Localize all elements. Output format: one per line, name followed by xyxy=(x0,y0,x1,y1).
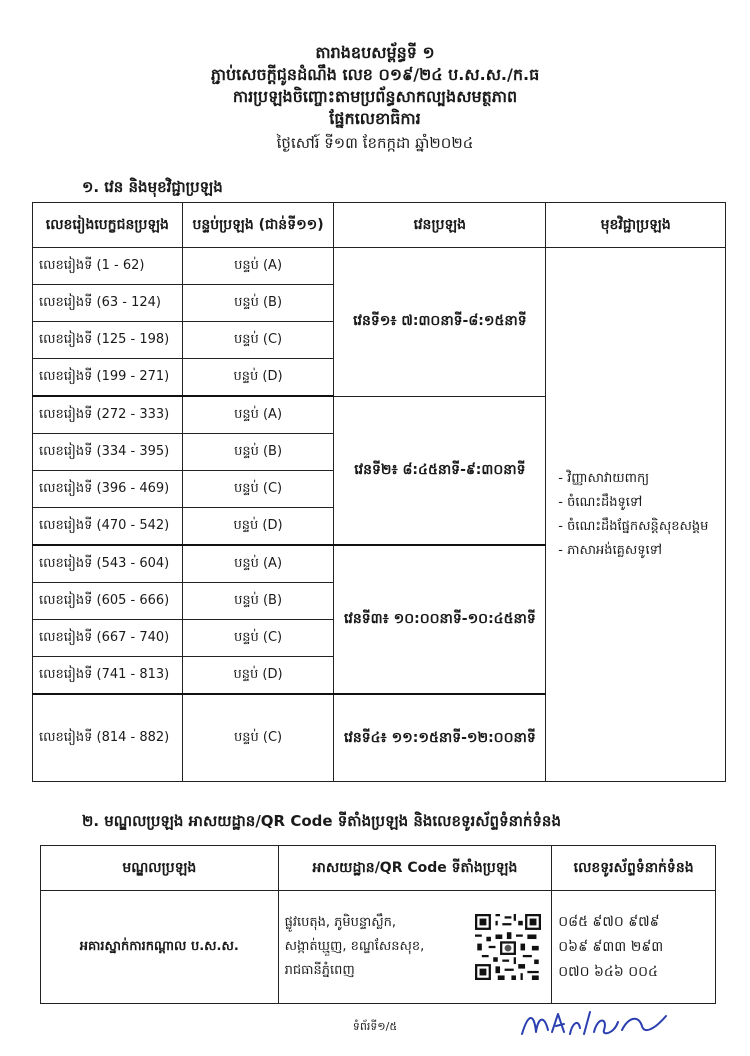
subjects-cell xyxy=(546,248,726,782)
seq-cell: លេខរៀងទី (125 - 198) xyxy=(33,322,183,359)
address-line: ផ្លូវបេតុង, ភូមិបន្ទាស្លឹក, xyxy=(284,915,396,930)
table-row xyxy=(41,891,716,1004)
col-header-seq: លេខរៀងបេក្ខជនប្រឡង xyxy=(33,203,183,248)
exam-date: ថ្ងៃសៅរ៍ ទី១៣ ខែកក្កដា ឆ្នាំ២០២៤ xyxy=(276,134,474,152)
room-cell: បន្ទប់ (B) xyxy=(182,285,334,322)
room-cell: បន្ទប់ (C) xyxy=(182,620,334,657)
phones-cell xyxy=(552,891,716,1004)
room-cell: បន្ទប់ (B) xyxy=(182,434,334,471)
slot-cell: វេនទី១៖ ៧:៣០នាទី-៨:១៥នាទី xyxy=(334,248,546,397)
room-cell: បន្ទប់ (A) xyxy=(182,396,334,434)
seq-cell: លេខរៀងទី (199 - 271) xyxy=(33,359,183,397)
phone-number[interactable]: ០៨៥ ៩៧០ ៩៧៩ xyxy=(558,913,660,930)
document-header xyxy=(0,42,750,154)
seq-cell: លេខរៀងទី (334 - 395) xyxy=(33,434,183,471)
slot-cell: វេនទី២៖ ៨:៤៥នាទី-៩:៣០នាទី xyxy=(334,396,546,545)
section1-title: ១. វេន និងមុខវិជ្ជាប្រឡង xyxy=(82,178,223,196)
seq-cell: លេខរៀងទី (396 - 469) xyxy=(33,471,183,508)
slot-cell: វេនទី៤៖ ១១:១៥នាទី-១២:០០នាទី xyxy=(334,694,546,782)
list-item: - វិញ្ញាសាវាយពាក្យ xyxy=(558,470,650,486)
address-line: រាជធានីភ្នំពេញ xyxy=(284,963,355,978)
subject-list xyxy=(552,467,719,563)
address-text xyxy=(285,911,425,983)
room-cell: បន្ទប់ (A) xyxy=(182,248,334,285)
seq-cell: លេខរៀងទី (605 - 666) xyxy=(33,583,183,620)
signature-icon xyxy=(518,1004,678,1044)
col-header-room: បន្ទប់ប្រឡង (ជាន់ទី១១) xyxy=(182,203,334,248)
page-number: ទំព័រទី១/៥ xyxy=(352,1020,398,1033)
col-header-address: អាសយដ្ឋាន/QR Code ទីតាំងប្រឡង xyxy=(278,846,552,891)
room-cell: បន្ទប់ (D) xyxy=(182,508,334,546)
room-cell: បន្ទប់ (B) xyxy=(182,583,334,620)
seq-cell: លេខរៀងទី (543 - 604) xyxy=(33,545,183,583)
room-cell: បន្ទប់ (C) xyxy=(182,694,334,782)
seq-cell: លេខរៀងទី (741 - 813) xyxy=(33,657,183,695)
phone-number[interactable]: ០៧០ ៦៤៦ ០០៤ xyxy=(558,963,658,980)
exam-schedule-table xyxy=(32,202,726,782)
col-header-slot: វេនប្រឡង xyxy=(334,203,546,248)
section2-title: ២. មណ្ឌលប្រឡង អាសយដ្ឋាន/QR Code ទីតាំងប្រឡង និងលេខទូរស័ព្ទទំនាក់ទំនង xyxy=(82,812,561,830)
room-cell: បន្ទប់ (C) xyxy=(182,471,334,508)
exam-center-table xyxy=(40,845,716,1004)
list-item: - ភាសាអង់គ្លេសទូទៅ xyxy=(558,542,662,558)
room-cell: បន្ទប់ (D) xyxy=(182,359,334,397)
col-header-phone: លេខទូរស័ព្ទទំនាក់ទំនង xyxy=(552,846,716,891)
room-cell: បន្ទប់ (C) xyxy=(182,322,334,359)
slot-cell: វេនទី៣៖ ១០:០០នាទី-១០:៤៥នាទី xyxy=(334,545,546,694)
list-item: - ចំណេះដឹងផ្នែកសន្តិសុខសង្គម xyxy=(558,518,709,534)
seq-cell: លេខរៀងទី (63 - 124) xyxy=(33,285,183,322)
annex-title: តារាងឧបសម្ព័ន្ធទី ១ xyxy=(315,43,435,62)
exam-title: ការប្រឡងចិញ្ចោះតាមប្រព័ន្ធសាកល្បងសមត្ថភាព xyxy=(232,87,518,106)
qr-code-icon[interactable] xyxy=(471,914,545,980)
table-row xyxy=(33,248,726,285)
announcement-reference: ភ្ជាប់សេចក្តីជូនដំណឹង លេខ ០១៩/២៤ ប.ស.ស./ក.ធ xyxy=(210,65,540,84)
seq-cell: លេខរៀងទី (1 - 62) xyxy=(33,248,183,285)
col-header-center: មណ្ឌលប្រឡង xyxy=(41,846,279,891)
department-title: ផ្នែកលេខាធិការ xyxy=(329,109,421,128)
center-name: អគារស្នាក់ការកណ្តាល ប.ស.ស. xyxy=(41,891,279,1004)
phone-number[interactable]: ០៦៩ ៩៣៣ ២៩៣ xyxy=(558,938,664,955)
address-cell xyxy=(278,891,552,1004)
room-cell: បន្ទប់ (A) xyxy=(182,545,334,583)
address-line: សង្កាត់ឃ្មួញ, ខណ្ឌសែនសុខ, xyxy=(284,939,425,954)
seq-cell: លេខរៀងទី (272 - 333) xyxy=(33,396,183,434)
col-header-subject: មុខវិជ្ជាប្រឡង xyxy=(546,203,726,248)
list-item: - ចំណេះដឹងទូទៅ xyxy=(558,494,643,510)
room-cell: បន្ទប់ (D) xyxy=(182,657,334,695)
seq-cell: លេខរៀងទី (667 - 740) xyxy=(33,620,183,657)
seq-cell: លេខរៀងទី (470 - 542) xyxy=(33,508,183,546)
seq-cell: លេខរៀងទី (814 - 882) xyxy=(33,694,183,782)
